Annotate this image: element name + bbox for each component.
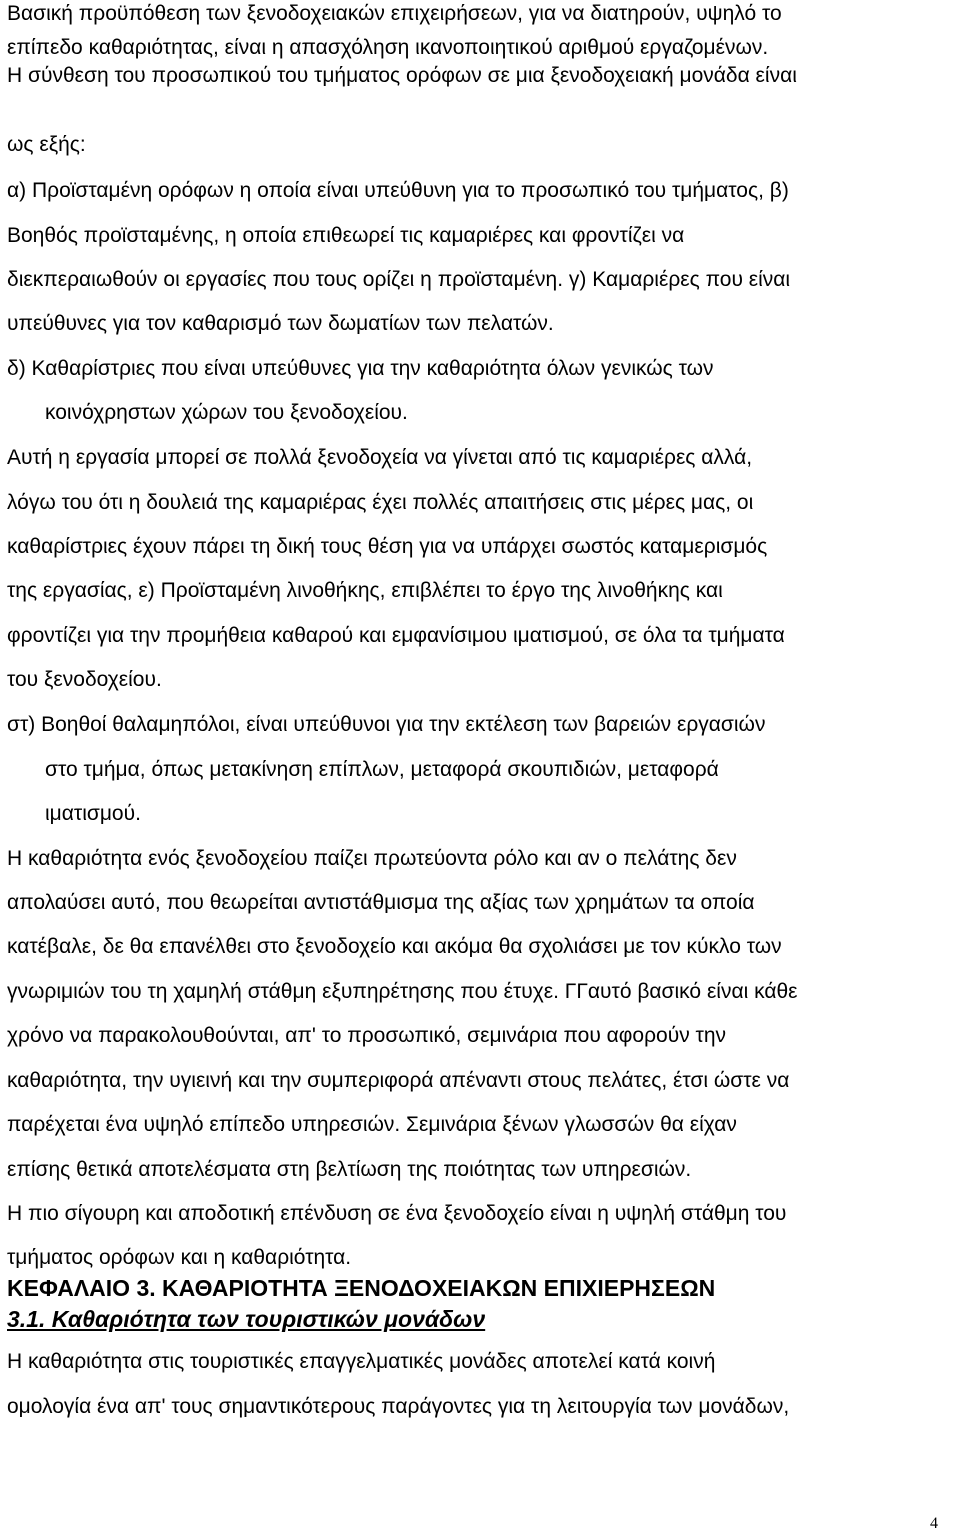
text-line: λόγω του ότι η δουλειά της καμαριέρας έχει πολλές απαιτήσεις στις μέρες μας, οι <box>7 491 754 514</box>
text-line: διεκπεραιωθούν οι εργασίες που τους ορίζει η προϊσταμένη. γ) Καμαριέρες που είναι <box>7 268 791 291</box>
text-line: ιματισμού. <box>45 802 141 825</box>
text-line: Βοηθός προϊσταμένης, η οποία επιθεωρεί τις καμαριέρες και φροντίζει να <box>7 224 685 247</box>
text-line: χρόνο να παρακολουθούνται, απ' το προσωπικό, σεμινάρια που αφορούν την <box>7 1024 727 1047</box>
text-line: ομολογία ένα απ' τους σημαντικότερους παράγοντες για τη λειτουργία των μονάδων, <box>7 1395 790 1418</box>
text-line: επίσης θετικά αποτελέσματα στη βελτίωση της ποιότητας των υπηρεσιών. <box>7 1158 692 1181</box>
text-line: υπεύθυνες για τον καθαρισμό των δωματίων των πελατών. <box>7 312 554 335</box>
text-line: στ) Βοηθοί θαλαμηπόλοι, είναι υπεύθυνοι για την εκτέλεση των βαρειών εργασιών <box>7 713 766 736</box>
text-line: στο τμήμα, όπως μετακίνηση επίπλων, μεταφορά σκουπιδιών, μεταφορά <box>45 758 719 781</box>
text-line: δ) Καθαρίστριες που είναι υπεύθυνες για την καθαριότητα όλων γενικώς των <box>7 357 714 380</box>
text-line: Αυτή η εργασία μπορεί σε πολλά ξενοδοχεία να γίνεται από τις καμαριέρες αλλά, <box>7 446 753 469</box>
text-line: ως εξής: <box>7 133 86 156</box>
text-line: γνωριμιών του τη χαμηλή στάθμη εξυπηρέτησης που έτυχε. ΓΓαυτό βασικό είναι κάθε <box>7 980 798 1003</box>
text-line: επίπεδο καθαριότητας, είναι η απασχόληση ικανοποιητικού αριθμού εργαζομένων. <box>7 36 769 59</box>
text-line: τμήματος ορόφων και η καθαριότητα. <box>7 1246 352 1269</box>
text-line: καθαριότητα, την υγιεινή και την συμπεριφορά απέναντι στους πελάτες, έτσι ώστε να <box>7 1069 790 1092</box>
text-line: της εργασίας, ε) Προϊσταμένη λινοθήκης, επιβλέπει το έργο της λινοθήκης και <box>7 579 723 602</box>
text-line: Βασική προϋπόθεση των ξενοδοχειακών επιχειρήσεων, για να διατηρούν, υψηλό το <box>7 2 782 25</box>
text-line: κατέβαλε, δε θα επανέλθει στο ξενοδοχείο και ακόμα θα σχολιάσει με τον κύκλο των <box>7 935 782 958</box>
text-line: του ξενοδοχείου. <box>7 668 162 691</box>
text-line: Η σύνθεση του προσωπικού του τμήματος ορόφων σε μια ξενοδοχειακή μονάδα είναι <box>7 64 797 87</box>
text-line: παρέχεται ένα υψηλό επίπεδο υπηρεσιών. Σεμινάρια ξένων γλωσσών θα είχαν <box>7 1113 737 1136</box>
chapter-heading: ΚΕΦΑΛΑΙΟ 3. ΚΑΘΑΡΙΟΤΗΤΑ ΞΕΝΟΔΟΧΕΙΑΚΩΝ ΕΠΙΧΙΕΡΗΣΕΩΝ <box>7 1275 716 1301</box>
text-line: Η καθαριότητα στις τουριστικές επαγγελματικές μονάδες αποτελεί κατά κοινή <box>7 1350 716 1373</box>
page-number: 4 <box>930 1515 938 1532</box>
text-line: φροντίζει για την προμήθεια καθαρού και εμφανίσιμου ιματισμού, σε όλα τα τμήματα <box>7 624 785 647</box>
text-line: Η καθαριότητα ενός ξενοδοχείου παίζει πρωτεύοντα ρόλο και αν ο πελάτης δεν <box>7 847 737 870</box>
text-line: καθαρίστριες έχουν πάρει τη δική τους θέση για να υπάρχει σωστός καταμερισμός <box>7 535 768 558</box>
section-subheading <box>7 1305 485 1333</box>
text-line: α) Προϊσταμένη ορόφων η οποία είναι υπεύθυνη για το προσωπικό του τμήματος, β) <box>7 179 789 202</box>
text-line: Η πιο σίγουρη και αποδοτική επένδυση σε ένα ξενοδοχείο είναι η υψηλή στάθμη του <box>7 1202 787 1225</box>
text-line: απολαύσει αυτό, που θεωρείται αντιστάθμισμα της αξίας των χρημάτων τα οποία <box>7 891 755 914</box>
text-line: κοινόχρηστων χώρων του ξενοδοχείου. <box>45 401 408 424</box>
section-subheading-text: 3.1. Καθαριότητα των τουριστικών μονάδων <box>7 1306 486 1332</box>
